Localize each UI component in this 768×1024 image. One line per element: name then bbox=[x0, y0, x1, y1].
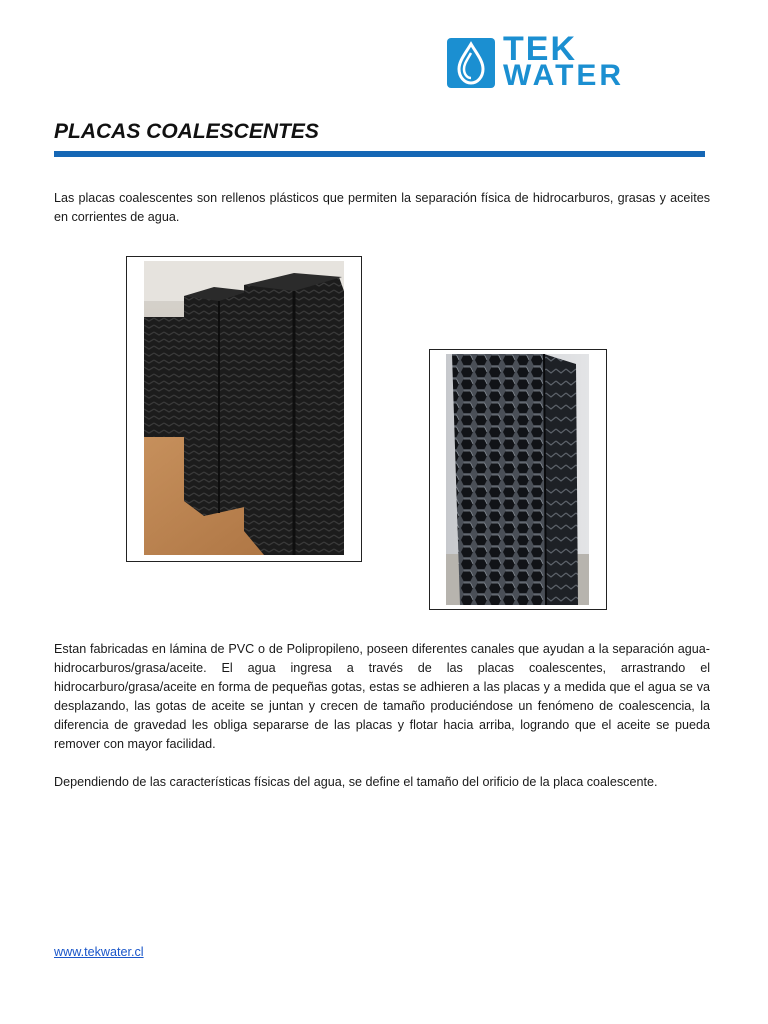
fabrication-paragraph: Estan fabricadas en lámina de PVC o de Polipropileno, poseen diferentes canales que ayudan a la separación agua-hidrocarburos/grasa/aceite. El agua ingresa a través de las placas coalescentes, arrastrando el hidrocarburo/grasa/aceite en forma de pequeñas gotas, estas se adhieren a las placas y a medida que el agua se va desplazando, las gotas de aceite se juntan y crecen de tamaño produciéndose un fenómeno de coalescencia, la diferencia de gravedad les obliga separarse de las placas y flotar hacia arriba, logrando que el aceite se pueda remover con mayor facilidad. bbox=[54, 642, 710, 751]
photo-honeycomb-closeup bbox=[446, 354, 589, 605]
intro-paragraph: Las placas coalescentes son rellenos plásticos que permiten la separación física de hidrocarburos, grasas y aceites en corrientes de agua. bbox=[54, 191, 710, 224]
logo-text-water: WATER bbox=[503, 59, 625, 92]
photo-stacked-coalescent-blocks bbox=[144, 261, 344, 555]
website-link[interactable]: www.tekwater.cl bbox=[54, 945, 144, 959]
logo-text-tek: TEK bbox=[503, 30, 577, 68]
title-divider bbox=[54, 151, 705, 157]
page-title: PLACAS COALESCENTES bbox=[54, 120, 319, 143]
photo-frame-stacked-blocks bbox=[126, 256, 362, 562]
water-drop-icon bbox=[447, 38, 495, 88]
orifice-paragraph: Dependiendo de las características físicas del agua, se define el tamaño del orificio de la placa coalescente. bbox=[54, 775, 658, 789]
tekwater-logo bbox=[447, 30, 673, 92]
photo-frame-honeycomb-block bbox=[429, 349, 607, 610]
